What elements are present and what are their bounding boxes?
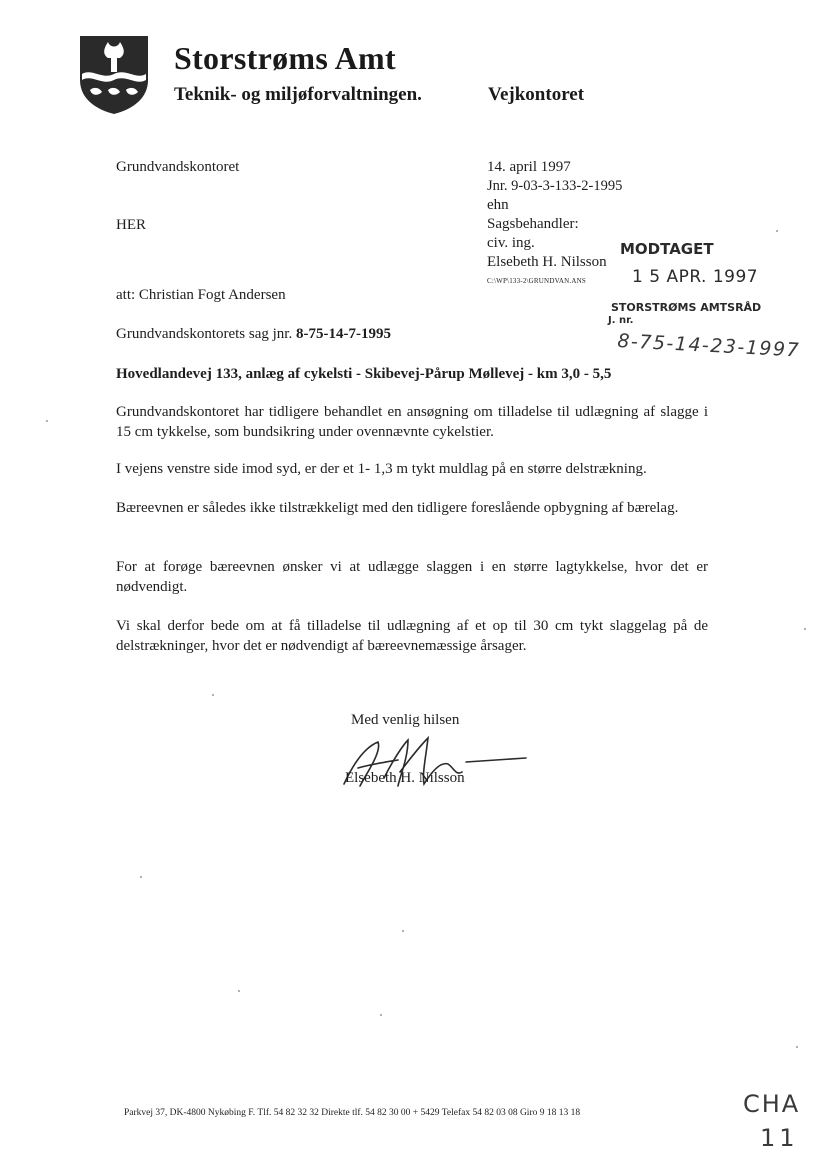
body-paragraph: Grundvandskontoret har tidligere behandlet en ansøgning om tilladelse til udlægning af slagge i 15 cm tykkelse, som bundsikring under ovennævnte cykelstier. (116, 404, 708, 440)
handler-name: Elsebeth H. Nilsson (487, 254, 607, 270)
scan-speckle (776, 230, 778, 232)
county-coat-of-arms-logo (78, 34, 150, 116)
margin-note-number: 11 (760, 1124, 799, 1152)
attention-line: att: Christian Fogt Andersen (116, 287, 286, 303)
reference-prefix: Grundvandskontorets sag jnr. (116, 326, 293, 342)
journal-number: Jnr. 9-03-3-133-2-1995 (487, 178, 623, 194)
scan-speckle (212, 694, 214, 696)
subject-line: Hovedlandevej 133, anlæg af cykelsti - Skibevej-Pårup Møllevej - km 3,0 - 5,5 (116, 366, 612, 382)
recipient-name: Grundvandskontoret (116, 159, 240, 175)
initials: ehn (487, 197, 509, 213)
handler-title: civ. ing. (487, 235, 535, 251)
closing-greeting: Med venlig hilsen (351, 712, 460, 728)
body-paragraph: Vi skal derfor bede om at få tilladelse til udlægning af et op til 30 cm tykt slaggelag på de delstrækninger, hvor det er nødvendigt af bæreevnemæssige årsager. (116, 618, 708, 654)
department-name: Teknik- og miljøforvaltningen. (174, 84, 422, 105)
recipient-location: HER (116, 217, 146, 233)
scan-speckle (402, 930, 404, 932)
office-name: Vejkontoret (488, 84, 585, 105)
scan-speckle (238, 990, 240, 992)
letter-date: 14. april 1997 (487, 159, 571, 175)
handler-label: Sagsbehandler: (487, 216, 579, 232)
reference-line (116, 326, 391, 343)
scan-speckle (140, 876, 142, 878)
body-paragraph: I vejens venstre side imod syd, er der et 1- 1,3 m tykt muldlag på en større delstrækning. (116, 461, 647, 477)
scan-speckle (796, 1046, 798, 1048)
file-path: C:\WP\133-2\GRUNDVAN.ANS (487, 277, 586, 285)
council-stamp: STORSTRØMS AMTSRÅD (611, 301, 762, 314)
scan-speckle (804, 628, 806, 630)
received-stamp: MODTAGET (620, 240, 714, 258)
body-paragraph: For at forøge bæreevnen ønsker vi at udlægge slaggen i en større lagtykkelse, hvor det er nødvendigt. (116, 559, 708, 595)
reference-number: 8-75-14-7-1995 (295, 326, 391, 342)
body-paragraph: Bæreevnen er således ikke tilstrækkeligt med den tidligere foreslående opbygning af bærelag. (116, 500, 679, 516)
journal-label: J. nr. (608, 315, 634, 326)
scan-speckle (46, 420, 48, 422)
footer-address: Parkvej 37, DK-4800 Nykøbing F. Tlf. 54 82 32 32 Direkte tlf. 54 82 30 00 + 5429 Telefax 54 82 03 08 Giro 9 18 13 18 (124, 1108, 581, 1118)
signatory-name: Elsebeth H. Nilsson (345, 770, 465, 786)
handwritten-journal-number: 8-75-14-23-1997 (616, 330, 801, 362)
organization-name: Storstrøms Amt (174, 40, 396, 76)
margin-note-code: CHA (743, 1090, 801, 1118)
received-stamp-date: 1 5 APR. 1997 (632, 267, 759, 287)
scan-speckle (380, 1014, 382, 1016)
